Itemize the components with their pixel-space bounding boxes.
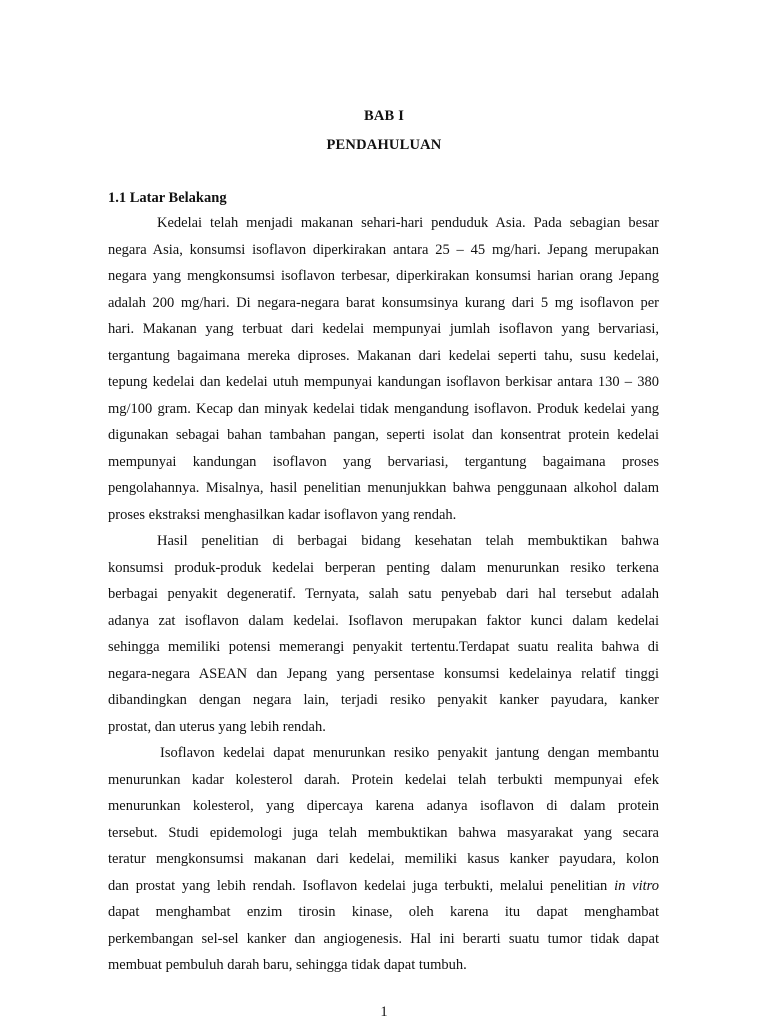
- text-line: digunakan sebagai bahan tambahan pangan, seperti isolat dan konsentrat protein kedelai: [108, 427, 659, 443]
- text-line: adanya zat isoflavon dalam kedelai. Isoflavon merupakan faktor kunci dalam kedelai: [108, 612, 659, 629]
- section-heading: 1.1 Latar Belakang: [108, 190, 227, 206]
- text-line: adalah 200 mg/hari. Di negara-negara barat konsumsinya kurang dari 5 mg isoflavon per: [108, 294, 659, 311]
- chapter-title: PENDAHULUAN: [326, 137, 442, 153]
- text-line: sehingga memiliki potensi memerangi penyakit tertentu.Terdapat suatu realita bahwa di: [108, 639, 659, 655]
- text-line: dibandingkan dengan negara lain, terjadi resiko penyakit kanker payudara, kanker: [108, 692, 659, 708]
- text-line: hari. Makanan yang terbuat dari kedelai mempunyai jumlah isoflavon yang bervariasi,: [108, 321, 659, 337]
- italic-term: in vitro: [614, 877, 659, 894]
- text-fragment: dan prostat yang lebih rendah. Isoflavon kedelai juga terbukti, melalui penelitian: [108, 877, 608, 894]
- text-line: pengolahannya. Misalnya, hasil penelitian menunjukkan bahwa penggunaan alkohol dalam: [108, 480, 659, 496]
- text-line: menurunkan kolesterol, yang dipercaya karena adanya isoflavon di dalam protein: [108, 798, 659, 814]
- text-line: perkembangan sel-sel kanker dan angiogenesis. Hal ini berarti suatu tumor tidak dapat: [108, 930, 659, 947]
- text-line: mempunyai kandungan isoflavon yang bervariasi, tergantung bagaimana proses: [108, 453, 659, 470]
- text-line: negara Asia, konsumsi isoflavon diperkirakan antara 25 – 45 mg/hari. Jepang merupakan: [108, 241, 659, 258]
- text-line: Hasil penelitian di berbagai bidang kesehatan telah membuktikan bahwa: [157, 533, 659, 549]
- text-line: negara yang mengkonsumsi isoflavon terbesar, diperkirakan konsumsi harian orang Jepang: [108, 268, 659, 284]
- chapter-number: BAB I: [363, 108, 405, 124]
- text-line: [108, 873, 659, 900]
- text-line: tersebut. Studi epidemologi juga telah membuktikan bahwa masyarakat yang secara: [108, 824, 659, 841]
- text-line: membuat pembuluh darah baru, sehingga tidak dapat tumbuh.: [108, 957, 467, 973]
- text-line: tergantung bagaimana mereka diproses. Makanan dari kedelai seperti tahu, susu kedelai,: [108, 347, 659, 364]
- text-line: menurunkan kadar kolesterol darah. Protein kedelai telah terbukti mempunyai efek: [108, 771, 659, 788]
- text-line: negara-negara ASEAN dan Jepang yang persentase konsumsi kedelainya relatif tinggi: [108, 665, 659, 682]
- paragraph-3: [108, 740, 659, 979]
- text-line: tepung kedelai dan kedelai utuh mempunyai kandungan isoflavon berkisar antara 130 – 380: [108, 374, 659, 390]
- body-text: [108, 210, 659, 979]
- text-line: Kedelai telah menjadi makanan sehari-hari penduduk Asia. Pada sebagian besar: [157, 215, 659, 231]
- page-number: 1: [380, 1004, 388, 1020]
- text-line: konsumsi produk-produk kedelai berperan penting dalam menurunkan resiko terkena: [108, 559, 659, 576]
- text-line: berbagai penyakit degeneratif. Ternyata, salah satu penyebab dari hal tersebut adalah: [108, 586, 659, 602]
- text-line: dapat menghambat enzim tirosin kinase, oleh karena itu dapat menghambat: [108, 904, 659, 920]
- text-line: proses ekstraksi menghasilkan kadar isoflavon yang rendah.: [108, 506, 457, 523]
- paragraph-2: [108, 528, 659, 740]
- text-line: teratur mengkonsumsi makanan dari kedelai, memiliki kasus kanker payudara, kolon: [108, 851, 659, 867]
- text-line: Isoflavon kedelai dapat menurunkan resiko penyakit jantung dengan membantu: [160, 745, 659, 761]
- paragraph-1: [108, 210, 659, 528]
- text-line: prostat, dan uterus yang lebih rendah.: [108, 718, 326, 735]
- text-line: mg/100 gram. Kecap dan minyak kedelai tidak mengandung isoflavon. Produk kedelai yang: [108, 400, 659, 417]
